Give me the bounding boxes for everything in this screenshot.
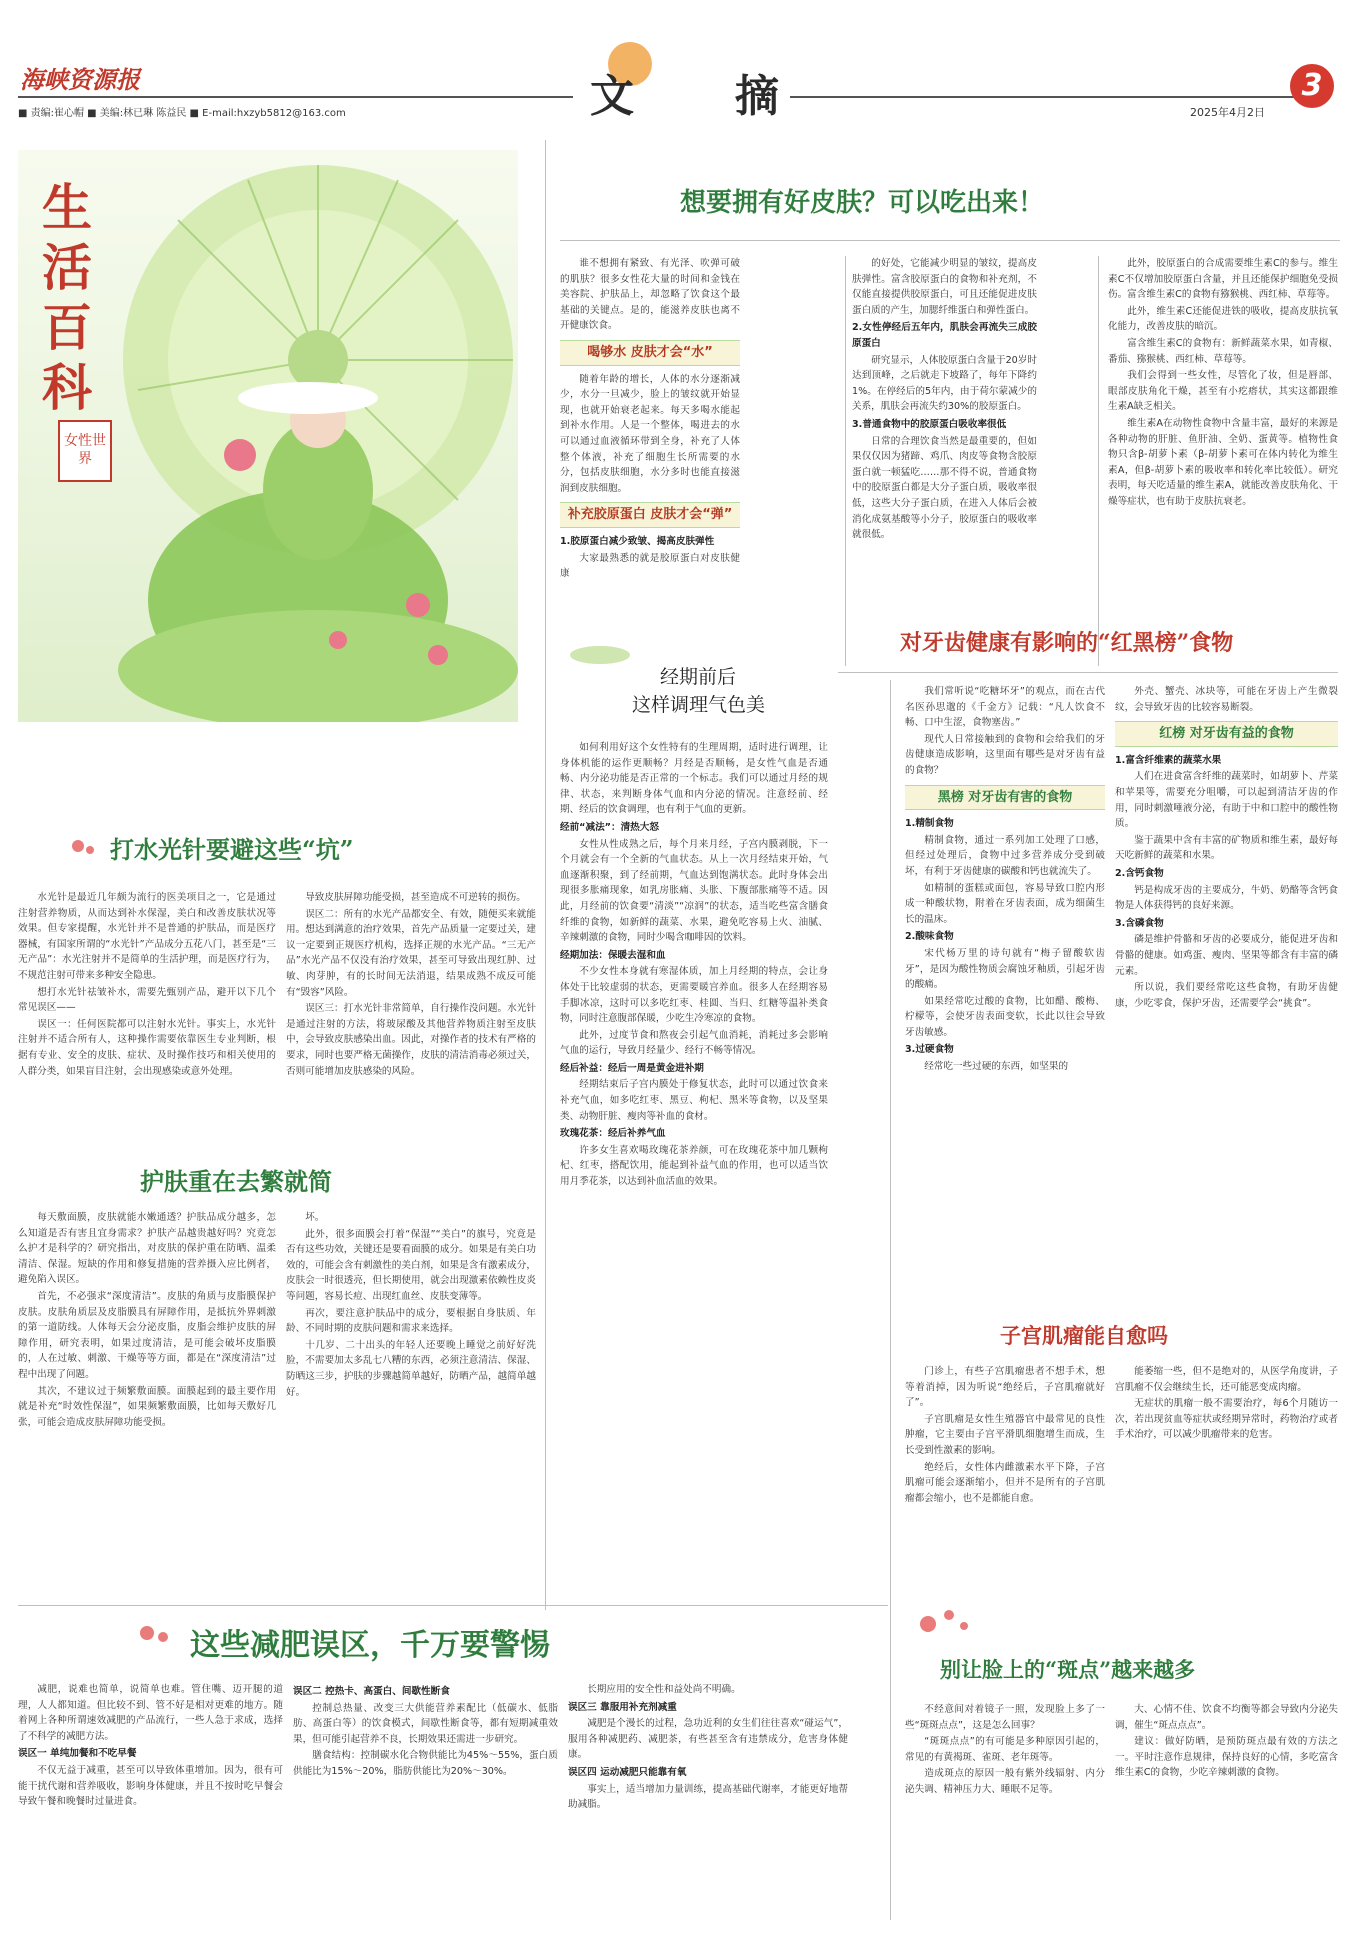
skincare-col-1: 每天敷面膜，皮肤就能水嫩通透？护肤品成分越多，怎么知道是否有害且宜身需求？护肤产品越贵越好吗？究竟怎么护才是科学的？研究指出，对皮肤的保护重在防晒、温柔清洁、保湿。短缺的作用和修复措施的营养摄入应比例者，避免陷入误区。 首先，不必强求“深度清洁”。皮肤的角质与皮脂膜保护皮肤。皮肤角质层及皮脂膜具有屏障作用，是抵抗外界刺激的第一道防线。人体每天会分泌皮脂，皮脂会维护皮肤的屏障作用，研究表明，如果过度清洁，是可能会破坏皮脂膜的，人在过敏、刺激、干燥等等方面，都是在“深度清洁”过程中出现了问题。 其次，不建议过于频繁敷面膜。面膜起到的最主要作用就是补充“时效性保湿”，如果频繁敷面膜，比如每天敷好几张，可能会造成皮肤屏障功能受损。: [18, 1212, 276, 1428]
vertical-divider-left: [545, 140, 546, 1610]
period-col-1: 如何利用好这个女性特有的生理周期，适时进行调理，让身体机能的运作更顺畅？月经是否顺畅，是女性气血是否通畅、内分泌功能是否正常的一个标志。我们可以通过月经的规律、状态，来判断身体气血和内分泌的情况。注意经前、经期、经后的饮食调理，也有利于气血的更新。 经前“减法”：清热大怒 女性从性成熟之后，每个月来月经，子宫内膜剥脱，下一个月就会有一个全新的气血状态。从上一次月经结束开始，气血逐渐积聚，到了经前期，气血达到饱满状态。此时身体会出现很多胀痛现象，如乳房胀痛、头胀、下腹部胀痛等不适。因此，月经前的饮食要“清淡”“凉润”的状态，适当吃些富含膳食纤维的食物，如新鲜的蔬菜、水果，避免吃容易上火、油腻、辛辣刺激的食物，同时少喝含咖啡因的饮料。 经期加法：保暖去湿和血 不少女性本身就有寒湿体质，加上月经期的特点，会让身体处于比较虚弱的状态，更需要暖宫养血。很多人在经期容易手脚冰凉，这时可以多吃红枣、桂圆、当归、红糖等温补类食物，同时注意腹部保暖，少吃生冷寒凉的食物。 此外，过度节食和熬夜会引起气血消耗，消耗过多会影响气血的运行，导致月经量少、经行不畅等情况。 经后补益：经后一周是黄金进补期 经期结束后子宫内膜处于修复状态，此时可以通过饮食来补充气血，如多吃红枣、黑豆、枸杞、黑米等食物，以及坚果类、动物肝脏、瘦肉等补血的食材。 玫瑰花茶：经后补养气血 许多女生喜欢喝玫瑰花茶养颜，可在玫瑰花茶中加几颗枸杞、红枣，搭配饮用，能起到补益气血的作用，也可以适当饮用月季花茶，以达到补血活血的效果。: [560, 742, 828, 1188]
issue-date: 2025年4月2日: [1190, 106, 1265, 119]
skin-title-text: 想要拥有好皮肤？可以吃出来！: [680, 188, 1045, 218]
paper-name: 海峡资源报: [20, 65, 140, 94]
skin-col-2: 的好处，它能减少明显的皱纹，提高皮肤弹性。富含胶原蛋白的食物和补充剂，不仅能直接提供胶原蛋白，可且还能促进皮肤蛋白质的产生，加腮纤维蛋白和弹性蛋白。 2.女性停经后五年内，肌肤会再流失三成胶原蛋白 研究显示，人体胶原蛋白含量于20岁时达到顶峰，之后就走下坡路了，每年下降约1%。在停经后的5年内，由于荷尔蒙减少的关系，肌肤会再流失约30%的胶原蛋白。 3.普通食物中的胶原蛋白吸收率很低 日常的合理饮食当然是最重要的，但如果仅仅因为猪蹄、鸡爪、肉皮等食物含胶原蛋白就一顿猛吃……那不得不说，普通食物中的胶原蛋白都是大分子蛋白质，吸收率很低，这些大分子蛋白质，在进入人体后会被消化成氨基酸等小分子，胶原蛋白的吸收率就很低。: [852, 258, 1037, 541]
skin-subhead-collagen: 补充胶原蛋白 皮肤才会“弹”: [560, 502, 740, 528]
skincare-title: 护肤重在去繁就简: [140, 1167, 332, 1196]
article-skin-title: [680, 182, 1044, 219]
water-light-col-1: 水光针是最近几年颇为流行的医美项目之一，它是通过注射营养物质，从而达到补水保湿，美白和改善皮肤状况等效果。但专家提醒，水光针并不是普通的护肤品，而是医疗器械，有国家所谓的“水光针”产品成分五花八门，甚至是“三无产品”：水光注射并不是简单的生活护理，而是医疗行为，不规范注射可带来多种安全隐患。 想打水光针祛皱补水，需要先甄别产品，避开以下几个常见误区—— 误区一：任何医院都可以注射水光针。事实上，水光针注射并不适合所有人，这种操作需要依靠医生专业判断，根据有专业、安全的皮肤、症状、及时操作技巧和相关使用的人群分类，如果盲目注射，会出现感染或意外处理。: [18, 892, 276, 1077]
skin-col-1: 谁不想拥有紧致、有光泽、吹弹可破的肌肤？很多女性花大量的时间和金钱在美容院、护肤品上，却忽略了饮食这个最基础的关键点。是的，能滋养皮肤也离不开健康饮食。 喝够水 皮肤才会“水” 随着年龄的增长，人体的水分逐渐减少，水分一旦减少，脸上的皱纹就开始显现，也就开始衰老起来。每天多喝水能起到补水作用。人是一个整体，喝进去的水可以通过血液循环带到全身，补充了人体整个体液，补充了细胞生长所需要的水分，包括皮肤细胞，水分多时也能直接滋润到皮肤细胞。 补充胶原蛋白 皮肤才会“弹” 1.胶原蛋白减少致皱、揭高皮肤弹性 大家最熟悉的就是胶原蛋白对皮肤健康: [560, 258, 740, 580]
skincare-col-2: 坏。 此外，很多面膜会打着“保湿”“美白”的旗号，究竟是否有这些功效，关键还是要看面膜的成分。如果是有美白功效的，可能会含有刺激性的美白剂，如果是含有激素成分，皮肤会一时很透亮，但长期使用，就会出现激素依赖性皮炎等问题，容易长痘、出现红血丝、皮肤变薄等。 再次，要注意护肤品中的成分，要根据自身肤质、年龄、不同时期的皮肤问题和需求来选择。 十几岁、二十出头的年轻人还要晚上睡觉之前好好洗脸，不需要加太多乱七八糟的东西，必须注意清洁、保湿、防晒这三步，护肤的步骤越简单越好，防晒产品，越简单越好。: [286, 1212, 536, 1398]
horizontal-divider-diet: [18, 1605, 888, 1606]
diet-col-2: 误区二 控热卡、高蛋白、间歇性断食 控制总热量、改变三大供能营养素配比（低碳水、低脂肪、高蛋白等）的饮食模式，间歇性断食等，都有短期减重效果，但可能引起营养不良，长期效果还需进一步研究。 膳食结构：控制碳水化合物供能比为45%～55%，蛋白质供能比为15%～20%，脂肪供能比为20%～30%。: [293, 1686, 558, 1777]
teeth-black-bar: 黑榜 对牙齿有害的食物: [905, 785, 1105, 811]
water-light-col-2: 导致皮肤屏障功能受损，甚至造成不可逆转的损伤。 误区二：所有的水光产品都安全、有效，随便买来就能用。想达到满意的治疗效果，首先产品质量一定要过关，建议一定要到正规医疗机构，选择正规的水光产品。“三无产品”水光产品不仅没有治疗效果，甚至可导致出现红肿、过敏、肉芽肿，有的长时间无法消退，结果成熟不成反可能有“毁容”风险。 误区三：打水光针非常简单，自行操作没问题。水光针是通过注射的方法，将玻尿酸及其他营养物质注射至皮肤中，会导致皮肤感染出血。因此，对操作者的技术有严格的要求，同时也要严格无菌操作，皮肤的清洁消毒必须过关，否则可能增加皮肤感染的风险。: [286, 892, 536, 1077]
masthead-rule-right: [790, 96, 1330, 98]
diet-title: 这些减肥误区，千万要警惕: [190, 1628, 550, 1663]
teeth-col-2: 外壳、蟹壳、冰块等，可能在牙齿上产生微裂纹，会导致牙齿的比较容易断裂。 红榜 对牙齿有益的食物 1.富含纤维素的蔬菜水果 人们在进食富含纤维的蔬菜时，如胡萝卜、芹菜和苹果等，需要充分咀嚼，可以起到清洁牙齿的作用，同时刺激唾液分泌，有助于中和口腔中的酸性物质。 鉴于蔬果中含有丰富的矿物质和维生素，最好每天吃新鲜的蔬菜和水果。 2.含钙食物 钙是构成牙齿的主要成分，牛奶、奶酪等含钙食物是人体获得钙的良好来源。 3.含磷食物 磷是维护骨骼和牙齿的必要成分，能促进牙齿和骨骼的健康。如鸡蛋、瘦肉、坚果等都含有丰富的磷元素。 所以说，我们要经常吃这些食物，有助牙齿健康，少吃零食，保护牙齿，还需要学会“挑食”。: [1115, 686, 1338, 1009]
spots-deco: [920, 1610, 1070, 1640]
period-deco-leaf: [570, 646, 630, 664]
period-title-line1: 经期前后: [660, 666, 737, 688]
section-title: [590, 40, 790, 120]
spots-col-2: 大、心情不佳、饮食不均衡等都会导致内分泌失调，催生“斑点点点”。 建议：做好防晒，是预防斑点最有效的方法之一。平时注意作息规律，保持良好的心情，多吃富含维生素C的食物，少吃辛辣刺激的食物。: [1115, 1704, 1338, 1779]
section-char-1: 文: [590, 71, 634, 122]
feature-side-tag: 女性世界: [58, 420, 112, 482]
masthead-rule-left: [18, 96, 573, 98]
water-light-title: 打水光针要避这些“坑”: [110, 835, 354, 864]
skin-divider-2: [1098, 256, 1099, 666]
editor-line: ■ 责编:崔心帽 ■ 美编:林已琳 陈益民 ■ E-mail:hxzyb5812@163.com: [18, 108, 346, 119]
page-number: 3: [1301, 68, 1323, 103]
skin-title-rule: [560, 240, 1340, 241]
teeth-title-rule: [838, 672, 1338, 673]
masthead: [0, 0, 1361, 120]
uterus-col-2: 能萎缩一些，但不是绝对的，从医学角度讲，子宫肌瘤不仅会继续生长，还可能恶变成肉瘤。 无症状的肌瘤一般不需要治疗，每6个月随访一次，若出现贫血等症状或经期异常时，药物治疗或者手术治疗，可以减少肌瘤带来的危害。: [1115, 1366, 1338, 1441]
teeth-red-bar: 红榜 对牙齿有益的食物: [1115, 721, 1338, 747]
teeth-col-1: 我们常听说“吃糖坏牙”的观点，而在古代名医孙思邈的《千金方》记载：“凡人饮食不畅、口中生涩，食物塞齿。” 现代人日常接触到的食物和会给我们的牙齿健康造成影响，这里面有哪些是对牙齿有益的食物？ 黑榜 对牙齿有害的食物 1.精制食物 精制食物，通过一系列加工处理了口感，但经过处理后，食物中过多营养成分受到破坏，有利于牙齿健康的碳酸和钙也就流失了。 如精制的蛋糕或面包，容易导致口腔内形成一种酸状物，附着在牙齿表面，成为细菌生长的温床。 2.酸味食物 宋代杨万里的诗句就有“梅子留酸软齿牙”，是因为酸性物质会腐蚀牙釉质，引起牙齿的酸痛。 如果经常吃过酸的食物，比如醋、酸梅、柠檬等，会使牙齿表面变软，长此以往会导致牙齿敏感。 3.过硬食物 经常吃一些过硬的东西，如坚果的: [905, 686, 1105, 1073]
spots-title: 别让脸上的“斑点”越来越多: [940, 1657, 1196, 1682]
vertical-divider-middle: [890, 680, 891, 1920]
spots-col-1: 不经意间对着镜子一照，发现脸上多了一些“斑斑点点”，这是怎么回事？ “斑斑点点”的有可能是多种原因引起的，常见的有黄褐斑、雀斑、老年斑等。 造成斑点的原因一般有紫外线辐射、内分泌失调、精神压力大、睡眠不足等。: [905, 1704, 1105, 1795]
skin-divider-1: [845, 256, 846, 666]
diet-col-3: 长期应用的安全性和益处尚不明确。 误区三 靠服用补充剂减重 减肥是个漫长的过程，急功近利的女生们往往喜欢“碰运气”，服用各种减肥药、减肥茶，有些甚至含有违禁成分，危害身体健康。 误区四 运动减肥只能靠有氧 事实上，适当增加力量训练，提高基础代谢率，才能更好地帮助减脂。: [568, 1684, 848, 1811]
section-char-2: 摘: [735, 71, 779, 122]
page-number-badge: [1290, 64, 1334, 108]
skin-subhead-water: 喝够水 皮肤才会“水”: [560, 340, 740, 366]
period-title-box: [570, 640, 810, 730]
uterus-title: 子宫肌瘤能自愈吗: [1000, 1323, 1168, 1348]
skin-col-3: 此外，胶原蛋白的合成需要维生素C的参与。维生素C不仅增加胶原蛋白含量，并且还能保护细胞免受损伤。富含维生素C的食物有猕猴桃、西红柿、草莓等。 此外，维生素C还能促进铁的吸收，提高皮肤抗氧化能力，改善皮肤的暗沉。 富含维生素C的食物有：新鲜蔬菜水果，如青椒、番茄、猕猴桃、西红柿、草莓等。 我们会得到一些女性，尽管化了妆，但是唇部、眼部皮肤角化干燥，甚至有小疙瘩状，其实这都跟维生素A缺乏相关。 维生素A在动物性食物中含量丰富，最好的来源是各种动物的肝脏、鱼肝油、全奶、蛋黄等。植物性食物只含β-胡萝卜素（β-胡萝卜素可在体内转化为维生素A，但β-胡萝卜素的吸收率和转化率比较低）。研究表明，每天吃适量的维生素A，就能改善皮肤角化、干燥等症状，也有助于皮肤抗衰老。: [1108, 258, 1338, 507]
teeth-title: 对牙齿健康有影响的“红黑榜”食物: [900, 630, 1234, 656]
uterus-col-1: 门诊上，有些子宫肌瘤患者不想手术，想等着消掉，因为听说“绝经后，子宫肌瘤就好了”。 子宫肌瘤是女性生殖器官中最常见的良性肿瘤，它主要由子宫平滑肌细胞增生而成，生长受到性激素的影响。 绝经后，女性体内雌激素水平下降，子宫肌瘤可能会逐渐缩小，但并不是所有的子宫肌瘤都会缩小，也不是都能自愈。: [905, 1366, 1105, 1504]
diet-col-1: 减肥，说难也简单，说简单也难。管住嘴、迈开腿的道理，人人都知道。但比较不到、管不好是相对更难的地方。随着网上各种所谓速效减肥的产品流行，一些人急于求成，选择了不科学的减肥方法。 误区一 单纯加餐和不吃早餐 不仅无益于减重，甚至可以导致体重增加。因为，很有可能干扰代谢和营养吸收，影响身体健康，并且不按时吃早餐会导致午餐和晚餐时过量进食。: [18, 1684, 283, 1808]
period-title-line2: 这样调理气色美: [632, 694, 766, 716]
feature-big-title: 生活百科: [42, 178, 92, 417]
feature-illustration: [18, 150, 518, 722]
